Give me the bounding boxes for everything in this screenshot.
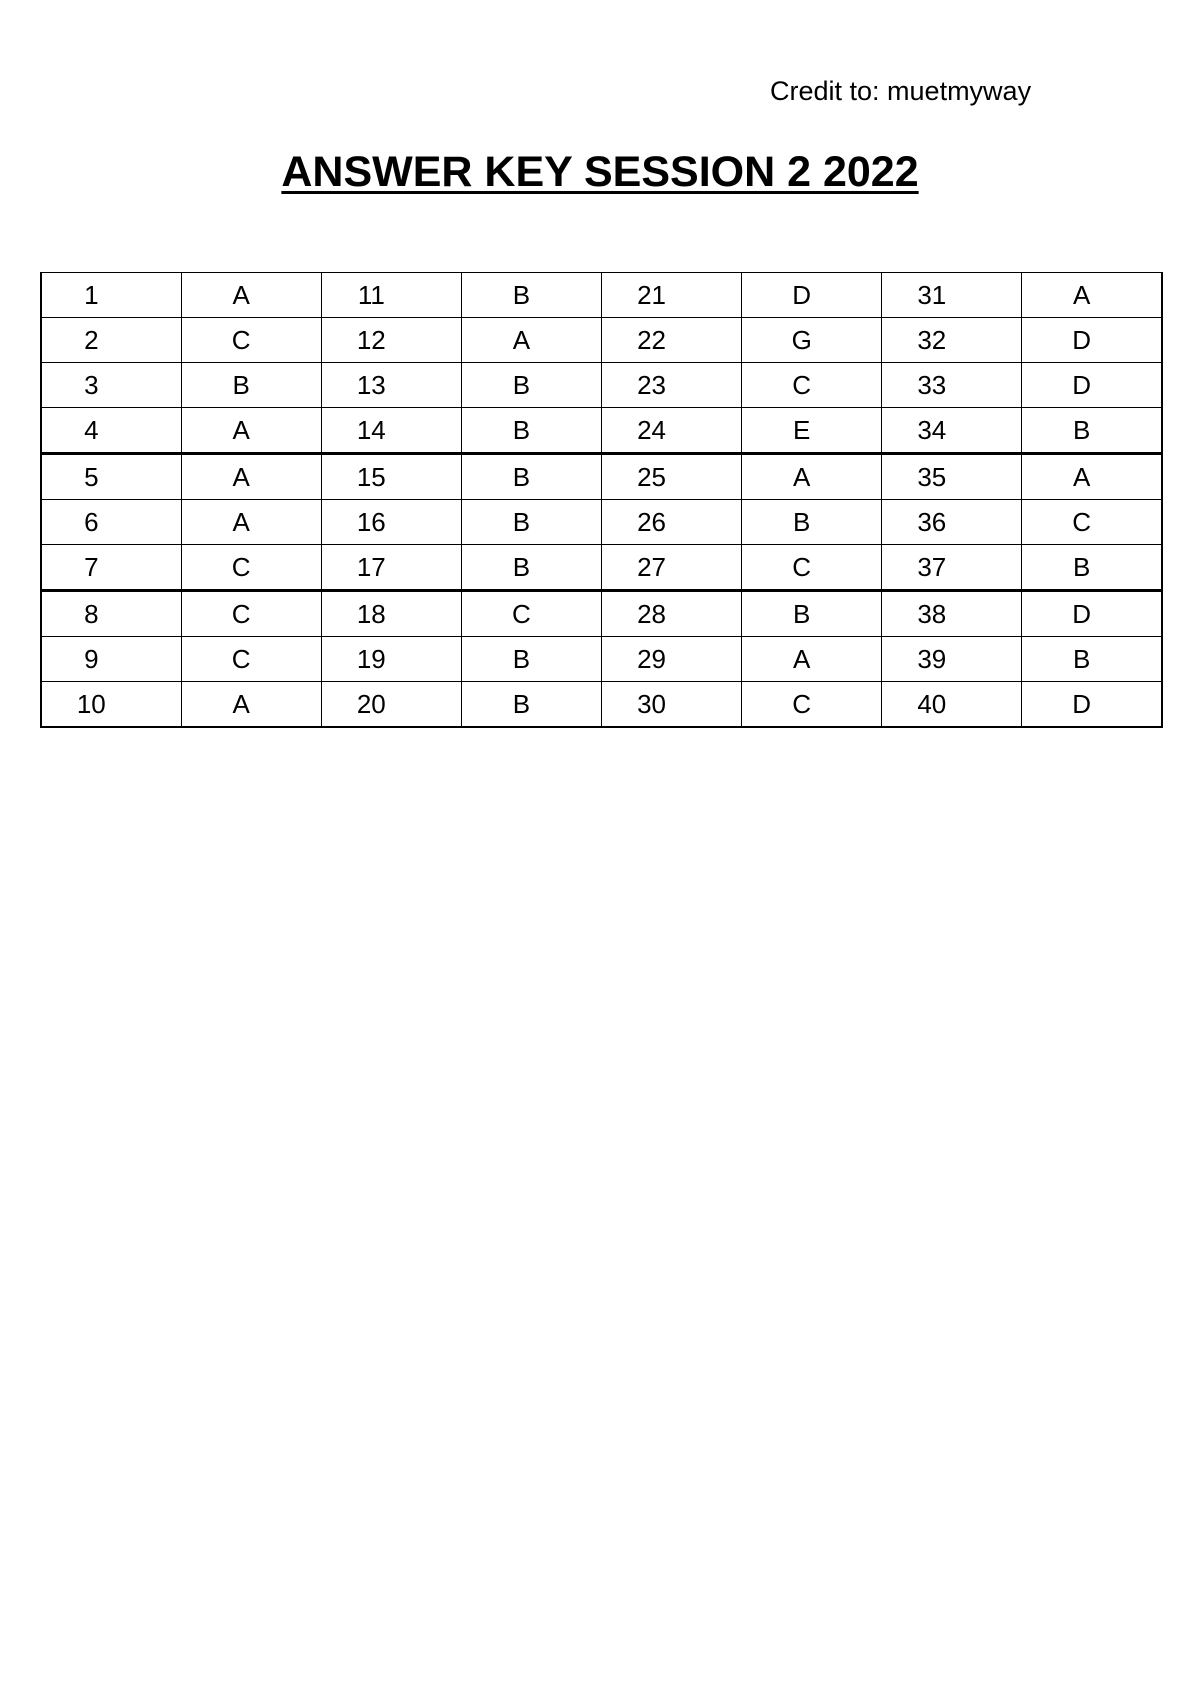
table-row <box>41 545 1162 591</box>
question-number-cell: 39 <box>882 637 1022 682</box>
answer-letter-cell: B <box>1022 408 1162 454</box>
answer-letter-cell: A <box>742 454 882 500</box>
question-number-cell: 14 <box>321 408 461 454</box>
question-number-cell: 25 <box>602 454 742 500</box>
table-row <box>41 682 1162 728</box>
answer-letter-cell: B <box>461 363 601 408</box>
question-number-cell: 2 <box>41 318 181 363</box>
answer-letter-cell: C <box>1022 500 1162 545</box>
table-row <box>41 637 1162 682</box>
table-row <box>41 454 1162 500</box>
question-number-cell: 22 <box>602 318 742 363</box>
answer-letter-cell: A <box>181 454 321 500</box>
answer-letter-cell: A <box>1022 273 1162 318</box>
question-number-cell: 19 <box>321 637 461 682</box>
answer-letter-cell: C <box>742 682 882 728</box>
table-row <box>41 273 1162 318</box>
answer-letter-cell: B <box>461 637 601 682</box>
question-number-cell: 8 <box>41 591 181 637</box>
answer-letter-cell: D <box>742 273 882 318</box>
question-number-cell: 26 <box>602 500 742 545</box>
answer-letter-cell: D <box>1022 682 1162 728</box>
question-number-cell: 7 <box>41 545 181 591</box>
page-title: ANSWER KEY SESSION 2 2022 <box>281 148 919 196</box>
answer-letter-cell: D <box>1022 318 1162 363</box>
answer-letter-cell: C <box>181 545 321 591</box>
question-number-cell: 24 <box>602 408 742 454</box>
answer-key-body <box>41 273 1162 728</box>
answer-letter-cell: C <box>181 318 321 363</box>
answer-key-table <box>40 272 1163 728</box>
answer-letter-cell: C <box>742 545 882 591</box>
question-number-cell: 18 <box>321 591 461 637</box>
question-number-cell: 9 <box>41 637 181 682</box>
question-number-cell: 5 <box>41 454 181 500</box>
question-number-cell: 28 <box>602 591 742 637</box>
answer-letter-cell: A <box>181 408 321 454</box>
question-number-cell: 17 <box>321 545 461 591</box>
answer-letter-cell: B <box>742 591 882 637</box>
question-number-cell: 4 <box>41 408 181 454</box>
question-number-cell: 35 <box>882 454 1022 500</box>
answer-letter-cell: G <box>742 318 882 363</box>
answer-letter-cell: B <box>461 454 601 500</box>
answer-letter-cell: D <box>1022 363 1162 408</box>
question-number-cell: 16 <box>321 500 461 545</box>
answer-letter-cell: D <box>1022 591 1162 637</box>
answer-letter-cell: C <box>181 637 321 682</box>
question-number-cell: 1 <box>41 273 181 318</box>
question-number-cell: 33 <box>882 363 1022 408</box>
answer-letter-cell: B <box>461 545 601 591</box>
question-number-cell: 37 <box>882 545 1022 591</box>
answer-letter-cell: C <box>461 591 601 637</box>
table-row <box>41 500 1162 545</box>
answer-letter-cell: E <box>742 408 882 454</box>
answer-letter-cell: B <box>1022 545 1162 591</box>
answer-letter-cell: A <box>181 500 321 545</box>
table-row <box>41 363 1162 408</box>
question-number-cell: 40 <box>882 682 1022 728</box>
question-number-cell: 23 <box>602 363 742 408</box>
question-number-cell: 27 <box>602 545 742 591</box>
question-number-cell: 32 <box>882 318 1022 363</box>
question-number-cell: 30 <box>602 682 742 728</box>
question-number-cell: 34 <box>882 408 1022 454</box>
credit-line: Credit to: muetmyway <box>770 76 1032 106</box>
table-row <box>41 408 1162 454</box>
question-number-cell: 21 <box>602 273 742 318</box>
answer-letter-cell: B <box>461 273 601 318</box>
answer-letter-cell: A <box>1022 454 1162 500</box>
question-number-cell: 38 <box>882 591 1022 637</box>
answer-letter-cell: A <box>181 273 321 318</box>
question-number-cell: 36 <box>882 500 1022 545</box>
question-number-cell: 11 <box>321 273 461 318</box>
answer-letter-cell: B <box>461 682 601 728</box>
answer-letter-cell: B <box>1022 637 1162 682</box>
answer-letter-cell: B <box>461 500 601 545</box>
question-number-cell: 12 <box>321 318 461 363</box>
answer-letter-cell: C <box>181 591 321 637</box>
table-row <box>41 591 1162 637</box>
question-number-cell: 10 <box>41 682 181 728</box>
question-number-cell: 20 <box>321 682 461 728</box>
answer-letter-cell: B <box>181 363 321 408</box>
question-number-cell: 6 <box>41 500 181 545</box>
question-number-cell: 29 <box>602 637 742 682</box>
question-number-cell: 3 <box>41 363 181 408</box>
question-number-cell: 13 <box>321 363 461 408</box>
answer-letter-cell: A <box>742 637 882 682</box>
answer-letter-cell: B <box>742 500 882 545</box>
answer-letter-cell: B <box>461 408 601 454</box>
answer-letter-cell: A <box>461 318 601 363</box>
question-number-cell: 31 <box>882 273 1022 318</box>
question-number-cell: 15 <box>321 454 461 500</box>
answer-letter-cell: A <box>181 682 321 728</box>
table-row <box>41 318 1162 363</box>
answer-letter-cell: C <box>742 363 882 408</box>
